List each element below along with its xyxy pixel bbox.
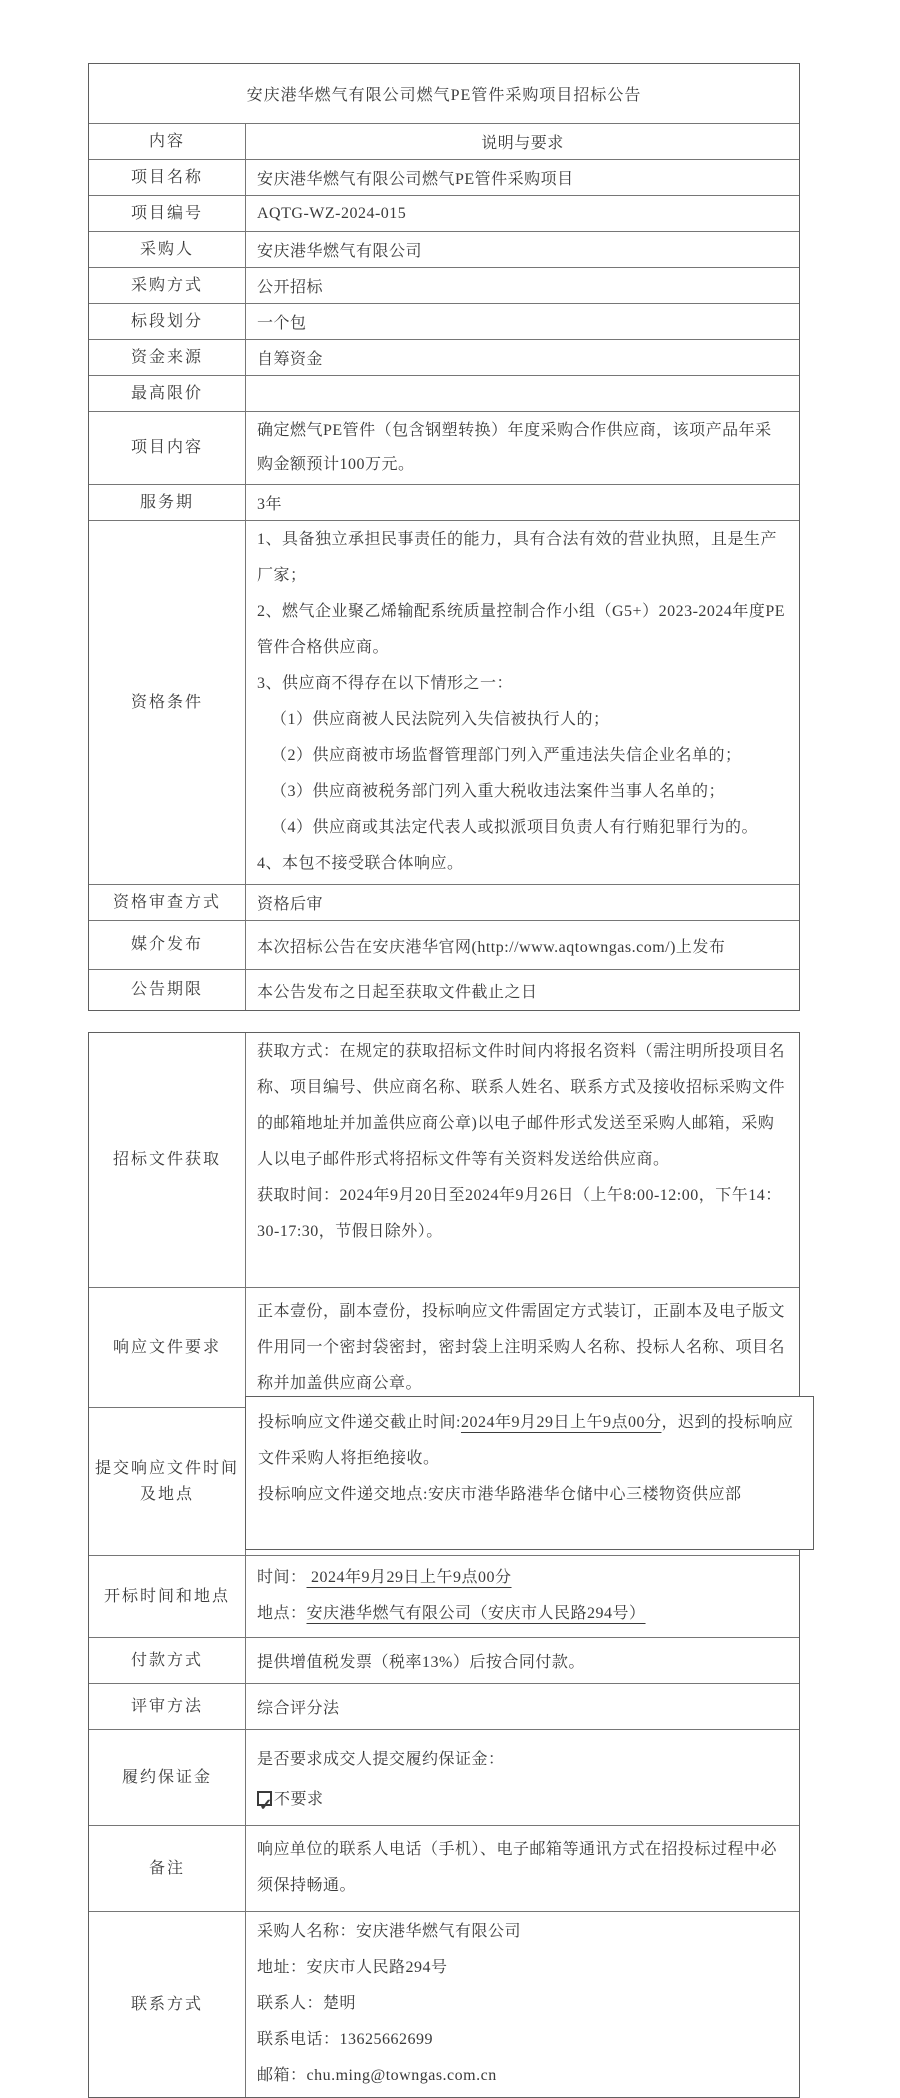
table-row-bid-opening — [89, 1556, 799, 1638]
row-value: 自筹资金 — [257, 351, 324, 368]
row-label: 项目内容 — [89, 412, 246, 484]
row-label: 提交响应文件时间及地点 — [89, 1408, 246, 1555]
opening-time-line: 时间： 2024年9月29日上午9点00分 — [257, 1569, 512, 1586]
row-label: 资金来源 — [89, 340, 246, 375]
qualification-line: （4）供应商或其法定代表人或拟派项目负责人有行贿犯罪行为的。 — [271, 819, 759, 836]
contact-text — [246, 1912, 799, 2097]
row-value — [246, 376, 799, 411]
announcement-table-1 — [88, 63, 800, 1011]
submission-deadline-underlined: 2024年9月29日上午9点00分 — [460, 1414, 662, 1431]
table-row-project-number — [89, 196, 799, 232]
opening-time-underlined: 2024年9月29日上午9点00分 — [306, 1569, 512, 1586]
bond-question-line: 是否要求成交人提交履约保证金： — [257, 1751, 505, 1768]
row-value: 正本壹份，副本壹份，投标响应文件需固定方式装订，正副本及电子版文件用同一个密封袋密封，密封袋上注明采购人名称、投标人名称、项目名称并加盖供应商公章。 — [257, 1303, 786, 1392]
checkbox-checked-icon — [257, 1791, 272, 1806]
table-row-fund-source — [89, 340, 799, 376]
table-row-service-period — [89, 485, 799, 521]
row-label: 采购人 — [89, 232, 246, 267]
qualification-line: （1）供应商被人民法院列入失信被执行人的； — [271, 711, 610, 728]
opening-place-underlined: 安庆港华燃气有限公司（安庆市人民路294号） — [306, 1605, 646, 1622]
table-row-qualification — [89, 521, 799, 885]
submission-text-box — [245, 1396, 814, 1550]
table-row-document-obtain — [89, 1033, 799, 1288]
opening-place-line: 地点：安庆港华燃气有限公司（安庆市人民路294号） — [257, 1605, 646, 1622]
row-value: 公开招标 — [257, 279, 324, 296]
row-value: 本公告发布之日起至获取文件截止之日 — [257, 983, 538, 1001]
bond-answer-line — [257, 1780, 788, 1820]
table-row-media-publish — [89, 921, 799, 970]
table-row-evaluation — [89, 1684, 799, 1730]
row-label: 资格审查方式 — [89, 885, 246, 920]
row-value: 一个包 — [257, 315, 307, 332]
row-label: 项目名称 — [89, 160, 246, 195]
row-label: 联系方式 — [89, 1912, 246, 2097]
table-row-project-content — [89, 412, 799, 485]
row-value: AQTG-WZ-2024-015 — [257, 204, 407, 222]
bond-text — [246, 1730, 799, 1825]
title-row — [89, 64, 799, 124]
qualification-line: 1、具备独立承担民事责任的能力，具有合法有效的营业执照，且是生产厂家； — [257, 531, 778, 584]
row-label: 评审方法 — [89, 1684, 246, 1729]
row-label: 招标文件获取 — [89, 1033, 246, 1287]
bond-answer-label: 不要求 — [274, 1791, 324, 1808]
contact-person-line: 联系人：楚明 — [257, 1995, 357, 2012]
header-col2: 说明与要求 — [481, 135, 564, 152]
qualification-line: （3）供应商被税务部门列入重大税收违法案件当事人名单的； — [271, 783, 726, 800]
table-row-project-name — [89, 160, 799, 196]
header-col1: 内容 — [89, 124, 246, 159]
table-row-qualification-review — [89, 885, 799, 921]
row-label: 媒介发布 — [89, 921, 246, 969]
table-row-lot-division — [89, 304, 799, 340]
submission-place-line: 投标响应文件递交地点:安庆市港华路港华仓储中心三楼物资供应部 — [258, 1486, 742, 1503]
submission-deadline-line: 投标响应文件递交截止时间:2024年9月29日上午9点00分，迟到的投标响应文件采购人将拒绝接收。 — [258, 1414, 794, 1467]
row-value: 3年 — [257, 496, 283, 513]
qualification-line: 4、本包不接受联合体响应。 — [257, 855, 464, 872]
row-label: 备注 — [89, 1826, 246, 1911]
row-label: 公告期限 — [89, 970, 246, 1010]
contact-purchaser-line: 采购人名称：安庆港华燃气有限公司 — [257, 1923, 522, 1940]
opening-text — [246, 1556, 799, 1637]
document-title: 安庆港华燃气有限公司燃气PE管件采购项目招标公告 — [246, 87, 642, 104]
row-value: 综合评分法 — [257, 1700, 340, 1717]
table-row-announcement-period — [89, 970, 799, 1010]
row-value: 安庆港华燃气有限公司燃气PE管件采购项目 — [257, 171, 574, 188]
announcement-table-2 — [88, 1032, 800, 2098]
table-row-response-requirement — [89, 1288, 799, 1408]
table-row-price-limit — [89, 376, 799, 412]
row-label: 开标时间和地点 — [89, 1556, 246, 1637]
qualification-line: 2、燃气企业聚乙烯输配系统质量控制合作小组（G5+）2023-2024年度PE管件合格供应商。 — [257, 603, 786, 656]
table-row-remark — [89, 1826, 799, 1912]
row-label: 资格条件 — [89, 521, 246, 884]
contact-address-line: 地址：安庆市人民路294号 — [257, 1959, 448, 1976]
qualification-line: 3、供应商不得存在以下情形之一： — [257, 675, 514, 692]
row-label: 最高限价 — [89, 376, 246, 411]
qualification-line: （2）供应商被市场监督管理部门列入严重违法失信企业名单的； — [271, 747, 742, 764]
row-label: 服务期 — [89, 485, 246, 520]
table-row-submission — [89, 1408, 799, 1556]
contact-email-line: 邮箱：chu.ming@towngas.com.cn — [257, 2067, 497, 2084]
obtain-time-line: 获取时间：2024年9月20日至2024年9月26日（上午8:00-12:00，下午14：30-17:30，节假日除外）。 — [257, 1187, 782, 1240]
row-value: 确定燃气PE管件（包含钢塑转换）年度采购合作供应商，该项产品年采购金额预计100万元。 — [257, 422, 772, 473]
obtain-method-line: 获取方式：在规定的获取招标文件时间内将报名资料（需注明所投项目名称、项目编号、供应商名称、联系人姓名、联系方式及接收招标采购文件的邮箱地址并加盖供应商公章)以电子邮件形式发送至采购人邮箱，采购人以电子邮件形式将招标文件等有关资料发送给供应商。 — [257, 1043, 786, 1168]
table-row-contact — [89, 1912, 799, 2097]
table-row-purchaser — [89, 232, 799, 268]
row-value: 响应单位的联系人电话（手机）、电子邮箱等通讯方式在招投标过程中必须保持畅通。 — [257, 1841, 778, 1894]
row-label: 履约保证金 — [89, 1730, 246, 1825]
table-row-payment — [89, 1638, 799, 1684]
contact-phone-line: 联系电话：13625662699 — [257, 2031, 434, 2048]
row-label: 项目编号 — [89, 196, 246, 231]
row-value: 安庆港华燃气有限公司 — [257, 243, 423, 260]
qualification-text — [246, 521, 799, 884]
row-label: 采购方式 — [89, 268, 246, 303]
row-label: 付款方式 — [89, 1638, 246, 1683]
announcement-document — [88, 63, 800, 2098]
row-value: 本次招标公告在安庆港华官网(http://www.aqtowngas.com/)上发布 — [257, 938, 726, 956]
table-row-performance-bond — [89, 1730, 799, 1826]
row-label: 标段划分 — [89, 304, 246, 339]
row-label: 响应文件要求 — [89, 1288, 246, 1407]
table-row-purchase-method — [89, 268, 799, 304]
obtain-text — [246, 1033, 799, 1287]
row-value: 提供增值税发票（税率13%）后按合同付款。 — [257, 1654, 585, 1671]
header-row — [89, 124, 799, 160]
row-value: 资格后审 — [257, 896, 324, 913]
